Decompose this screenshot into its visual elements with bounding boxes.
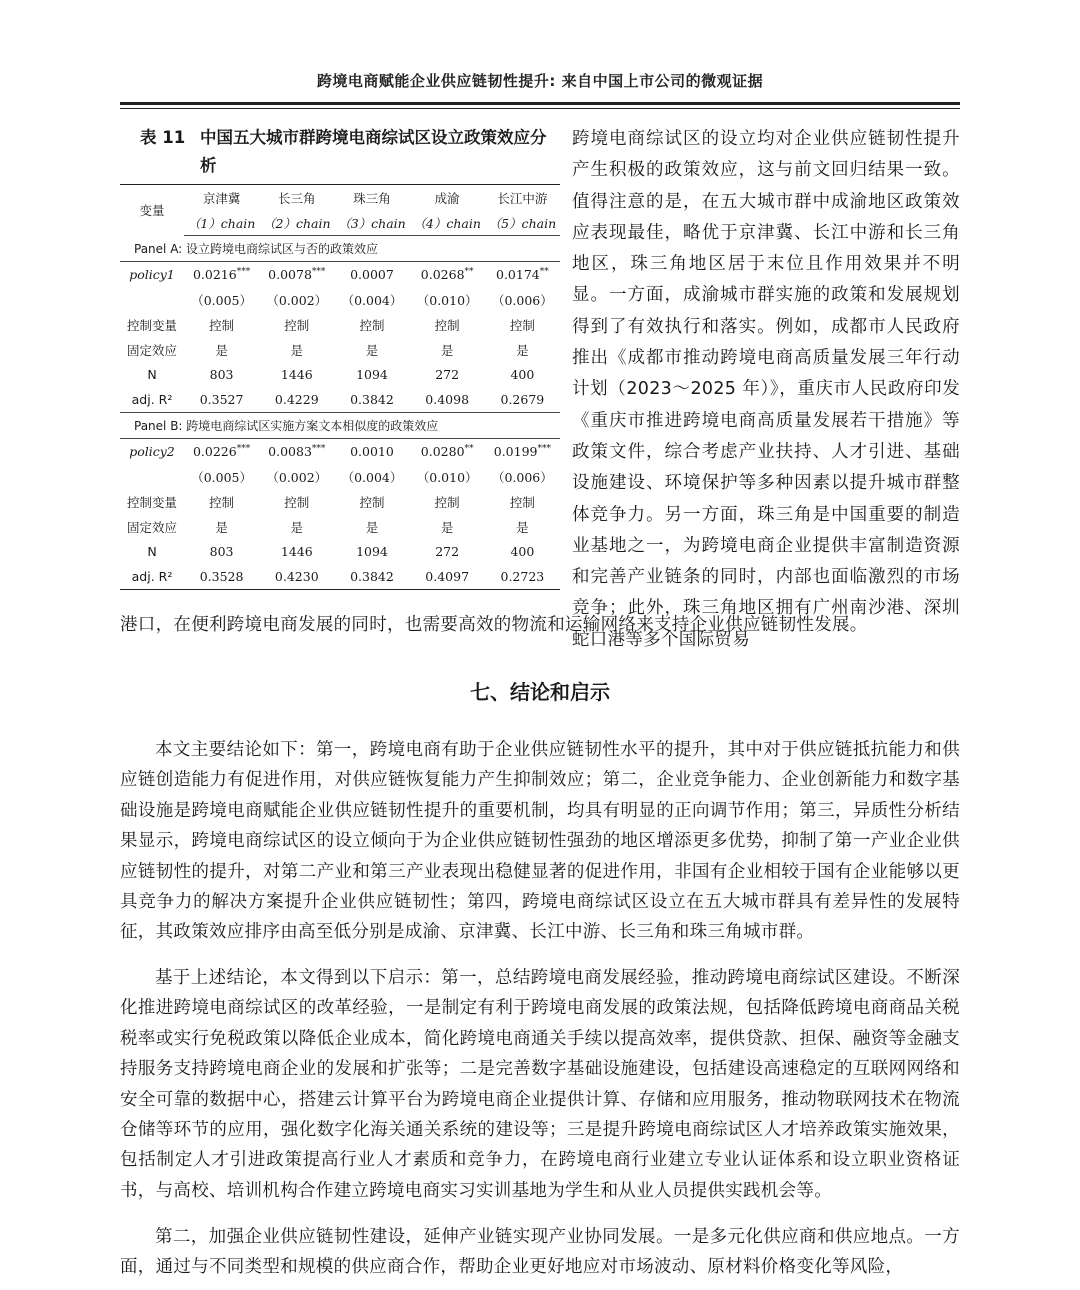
- row-variable: N: [147, 367, 157, 382]
- table-cell: [410, 564, 485, 590]
- significance-stars: ***: [236, 266, 251, 277]
- table-cell: [259, 439, 334, 465]
- running-title: 跨境电商赋能企业供应链韧性提升: 来自中国上市公司的微观证据: [316, 72, 764, 90]
- cell-value: （0.002）: [266, 469, 328, 485]
- table-cell: [259, 262, 334, 288]
- table-row: [120, 439, 560, 465]
- table-cell: [184, 539, 259, 564]
- table-cell: [334, 564, 409, 590]
- row-variable: policy2: [129, 444, 175, 459]
- table-row: [120, 387, 560, 413]
- cell-value: （0.004）: [341, 469, 403, 485]
- col-model: （4）chain: [410, 210, 485, 236]
- significance-stars: ***: [236, 443, 251, 454]
- cell-value: 0.0174: [496, 267, 540, 283]
- row-variable: 固定效应: [126, 519, 177, 535]
- cell-value: 是: [365, 519, 379, 535]
- row-variable: N: [147, 544, 157, 559]
- significance-stars: ***: [311, 443, 326, 454]
- cell-value: 是: [440, 519, 454, 535]
- cell-value: 控制: [284, 317, 310, 333]
- row-variable: adj. R²: [120, 387, 184, 413]
- cell-value: 是: [365, 342, 379, 358]
- col-region: 成渝: [410, 185, 485, 211]
- row-variable: 控制变量: [126, 317, 177, 333]
- table-cell: [485, 489, 560, 514]
- table-cell: [259, 337, 334, 362]
- table-cell: [259, 539, 334, 564]
- cell-value: 0.3527: [199, 392, 244, 407]
- cell-value: 控制: [284, 494, 310, 510]
- table-cell: [184, 262, 259, 288]
- cell-value: 0.0226: [192, 444, 237, 460]
- table-cell: [485, 387, 560, 413]
- implication-paragraph: 基于上述结论，本文得到以下启示：第一，总结跨境电商发展经验，推动跨境电商综试区建设。不断深化推进跨境电商综试区的改革经验，一是制定有利于跨境电商发展的政策法规，包括降低跨境电商商品关税税率或实行免税政策以降低企业成本，简化跨境电商通关手续以提高效率，提供贷款、担保、融资等金融支持服务支持跨境电商企业的发展和扩张等；二是完善数字基础设施建设，包括建设高速稳定的互联网网络和安全可靠的数据中心，搭建云计算平台为跨境电商企业提供计算、存储和应用服务，推动物联网技术在物流仓储等环节的应用，强化数字化海关通关系统的建设等；三是提升跨境电商综试区人才培养政策实施效果，包括制定人才引进政策提高行业人才素质和竞争力，在跨境电商行业建立专业认证体系和设立职业资格证书，与高校、培训机构合作建立跨境电商实习实训基地为学生和从业人员提供实践机会等。: [120, 968, 960, 1201]
- cell-value: 0.0280: [420, 444, 465, 460]
- table-cell: [184, 287, 259, 312]
- var-header: 变量: [120, 185, 184, 236]
- cell-value: 1446: [280, 544, 313, 559]
- table-row: [120, 337, 560, 362]
- cell-value: 0.4230: [274, 569, 319, 584]
- table-cell: [184, 489, 259, 514]
- table-row: [120, 312, 560, 337]
- cell-value: 是: [290, 519, 304, 535]
- cell-value: 0.0268: [420, 267, 465, 283]
- cell-value: 0.2723: [500, 569, 545, 584]
- cell-value: 0.4098: [425, 392, 470, 407]
- table-row: [120, 464, 560, 489]
- results-table-block: [120, 124, 560, 590]
- table-cell: [259, 564, 334, 590]
- panel-a-label: Panel A: 设立跨境电商综试区与否的政策效应: [120, 236, 560, 262]
- cell-value: 0.0010: [350, 444, 394, 459]
- cell-value: 是: [290, 342, 304, 358]
- panel-a-row: [120, 236, 560, 262]
- table-cell: [334, 439, 409, 465]
- cell-value: （0.006）: [491, 292, 553, 308]
- table-number: 表 11: [140, 128, 186, 147]
- table-cell: [259, 464, 334, 489]
- table-cell: [485, 539, 560, 564]
- table-cell: [259, 514, 334, 539]
- col-model: （5）chain: [485, 210, 560, 236]
- cell-value: 是: [516, 342, 529, 358]
- cell-value: 1094: [356, 544, 388, 559]
- cell-value: 控制: [434, 317, 460, 333]
- significance-stars: **: [539, 266, 549, 277]
- panel-b-row: [120, 413, 560, 439]
- header-rule: [120, 102, 960, 105]
- cell-value: 0.0007: [350, 267, 394, 282]
- cell-value: （0.010）: [416, 292, 478, 308]
- table-cell: [334, 362, 409, 387]
- cell-value: 控制: [209, 317, 235, 333]
- table-cell: [410, 362, 485, 387]
- col-model: （2）chain: [259, 210, 334, 236]
- cell-value: 0.3842: [350, 569, 394, 584]
- table-title: 中国五大城市群跨境电商综试区设立政策效应分析: [200, 128, 547, 175]
- cell-value: 400: [510, 544, 535, 559]
- cell-value: 0.4097: [425, 569, 470, 584]
- table-cell: [184, 439, 259, 465]
- cell-value: 控制: [509, 317, 535, 333]
- panel-b-label: Panel B: 跨境电商综试区实施方案文本相似度的政策效应: [120, 413, 560, 439]
- col-region: 珠三角: [334, 185, 409, 211]
- table-cell: [184, 514, 259, 539]
- table-cell: [259, 312, 334, 337]
- cell-value: 803: [209, 544, 234, 559]
- table-model-row: [120, 210, 560, 236]
- second-implication-paragraph: 第二，加强企业供应链韧性建设，延伸产业链实现产业协同发展。一是多元化供应商和供应地点。一方面，通过与不同类型和规模的供应商合作，帮助企业更好地应对市场波动、原材料价格变化等风险，: [120, 1227, 960, 1278]
- cell-value: 控制: [209, 494, 235, 510]
- cell-value: （0.005）: [191, 292, 252, 308]
- table-cell: [184, 464, 259, 489]
- row-variable: 固定效应: [126, 342, 177, 358]
- cell-value: （0.004）: [341, 292, 403, 308]
- cell-value: 0.4229: [274, 392, 319, 407]
- col-model: （1）chain: [184, 210, 259, 236]
- table-cell: [485, 287, 560, 312]
- regression-table: [120, 184, 560, 590]
- cell-value: 0.0199: [493, 444, 538, 460]
- table-cell: [334, 464, 409, 489]
- table-cell: [410, 489, 485, 514]
- table-cell: [334, 312, 409, 337]
- table-cell: [410, 464, 485, 489]
- table-cell: [334, 387, 409, 413]
- cell-value: 0.3842: [350, 392, 394, 407]
- table-cell: [410, 439, 485, 465]
- table-row: [120, 514, 560, 539]
- cell-value: 1094: [356, 367, 388, 382]
- significance-stars: **: [464, 443, 474, 454]
- table-row: [120, 539, 560, 564]
- cell-value: 控制: [509, 494, 535, 510]
- table-cell: [485, 439, 560, 465]
- table-cell: [184, 312, 259, 337]
- table-cell: [334, 539, 409, 564]
- table-cell: [259, 489, 334, 514]
- cell-value: 控制: [359, 494, 385, 510]
- table-cell: [259, 287, 334, 312]
- table-cell: [410, 387, 485, 413]
- table-cell: [485, 337, 560, 362]
- significance-stars: **: [464, 266, 474, 277]
- table-cell: [485, 564, 560, 590]
- table-cell: [485, 312, 560, 337]
- cell-value: 是: [440, 342, 454, 358]
- col-region: 京津冀: [184, 185, 259, 211]
- cell-value: 是: [516, 519, 529, 535]
- cell-value: 1446: [280, 367, 313, 382]
- row-variable: policy1: [129, 267, 175, 282]
- header-rule-thin: [120, 108, 960, 109]
- table-cell: [184, 387, 259, 413]
- row-variable: [120, 287, 184, 312]
- table-cell: [485, 362, 560, 387]
- table-cell: [485, 514, 560, 539]
- cell-value: 0.0083: [268, 444, 312, 460]
- row-variable: 控制变量: [126, 494, 177, 510]
- cell-value: 803: [209, 367, 234, 382]
- table-cell: [410, 262, 485, 288]
- table-cell: [410, 337, 485, 362]
- table-cell: [184, 362, 259, 387]
- panel-a-body: [120, 262, 560, 413]
- panel-b-body: [120, 439, 560, 590]
- col-region: 长三角: [259, 185, 334, 211]
- table-caption: [120, 124, 560, 180]
- table-cell: [410, 312, 485, 337]
- cell-value: 控制: [359, 317, 385, 333]
- section-title: 七、结论和启示: [470, 680, 610, 704]
- table-header-row: [120, 185, 560, 211]
- table-cell: [485, 262, 560, 288]
- table-cell: [334, 337, 409, 362]
- cell-value: （0.005）: [191, 469, 252, 485]
- table-cell: [259, 387, 334, 413]
- cell-value: （0.002）: [266, 292, 328, 308]
- table-row: [120, 362, 560, 387]
- table-cell: [184, 564, 259, 590]
- table-cell: [334, 262, 409, 288]
- table-cell: [259, 362, 334, 387]
- table-cell: [334, 287, 409, 312]
- table-cell: [334, 514, 409, 539]
- continuation-paragraph: 港口，在便利跨境电商发展的同时，也需要高效的物流和运输网络来支持企业供应链韧性发展。: [120, 615, 868, 635]
- right-column-text: 跨境电商综试区的设立均对企业供应链韧性提升产生积极的政策效应，这与前文回归结果一致。值得注意的是，在五大城市群中成渝地区政策效应表现最佳，略优于京津冀、长江中游和长三角地区，珠三角地区居于末位且作用效果并不明显。一方面，成渝城市群实施的政策和发展规划得到了有效执行和落实。例如，成都市人民政府推出《成都市推动跨境电商高质量发展三年行动计划（2023～2025 年）》，重庆市人民政府印发《重庆市推进跨境电商高质量发展若干措施》等政策文件，综合考虑产业扶持、人才引进、基础设施建设、环境保护等多种因素以提升城市群整体竞争力。另一方面，珠三角是中国重要的制造业基地之一，为跨境电商企业提供丰富制造资源和完善产业链条的同时，内部也面临激烈的市场竞争；此外，珠三角地区拥有广州南沙港、深圳蛇口港等多个国际贸易: [572, 129, 960, 650]
- cell-value: 400: [510, 367, 535, 382]
- cell-value: 是: [215, 519, 228, 535]
- significance-stars: ***: [537, 443, 551, 454]
- table-cell: [184, 337, 259, 362]
- cell-value: 0.2679: [500, 392, 545, 407]
- cell-value: 272: [435, 367, 460, 382]
- cell-value: （0.010）: [416, 469, 478, 485]
- table-row: [120, 489, 560, 514]
- table-row: [120, 287, 560, 312]
- cell-value: 0.0078: [268, 267, 312, 283]
- conclusion-paragraph: 本文主要结论如下：第一，跨境电商有助于企业供应链韧性水平的提升，其中对于供应链抵抗能力和供应链创造能力有促进作用，对供应链恢复能力产生抑制效应；第二，企业竞争能力、企业创新能力和数字基础设施是跨境电商赋能企业供应链韧性提升的重要机制，均具有明显的正向调节作用；第三，异质性分析结果显示，跨境电商综试区的设立倾向于为企业供应链韧性强劲的地区增添更多优势，抑制了第一产业企业供应链韧性的提升，对第二产业和第三产业表现出稳健显著的促进作用，非国有企业相较于国有企业能够以更具竞争力的解决方案提升企业供应链韧性；第四，跨境电商综试区设立在五大城市群具有差异性的发展特征，其政策效应排序由高至低分别是成渝、京津冀、长江中游、长三角和珠三角城市群。: [120, 740, 960, 943]
- cell-value: 0.3528: [199, 569, 244, 584]
- row-variable: adj. R²: [120, 564, 184, 590]
- row-variable: [120, 464, 184, 489]
- col-region: 长江中游: [485, 185, 560, 211]
- cell-value: 0.0216: [192, 267, 237, 283]
- table-cell: [410, 539, 485, 564]
- table-cell: [410, 514, 485, 539]
- col-model: （3）chain: [334, 210, 409, 236]
- table-row: [120, 564, 560, 590]
- table-cell: [485, 464, 560, 489]
- table-cell: [410, 287, 485, 312]
- table-row: [120, 262, 560, 288]
- significance-stars: ***: [311, 266, 326, 277]
- cell-value: 控制: [434, 494, 460, 510]
- cell-value: 272: [435, 544, 460, 559]
- cell-value: （0.006）: [491, 469, 553, 485]
- table-cell: [334, 489, 409, 514]
- cell-value: 是: [215, 342, 228, 358]
